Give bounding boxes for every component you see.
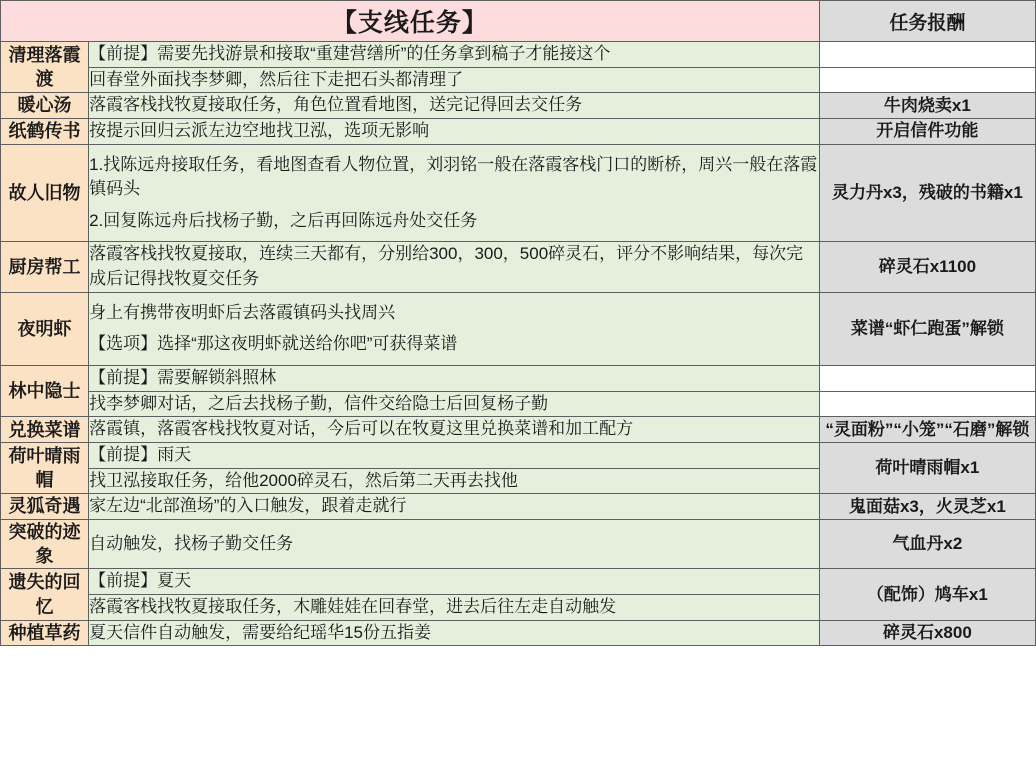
table-row bbox=[1, 391, 1036, 417]
table-row bbox=[1, 93, 1036, 119]
table-row bbox=[1, 144, 1036, 242]
description-line: 落霞客栈找牧夏接取任务，木雕娃娃在回春堂，进去后往左走自动触发 bbox=[89, 597, 617, 617]
description-line: 【前提】夏天 bbox=[89, 571, 192, 591]
description-line: 【前提】雨天 bbox=[89, 444, 192, 464]
table-row bbox=[1, 620, 1036, 646]
quest-reward: （配饰）鸠车x1 bbox=[819, 569, 1035, 620]
quest-description bbox=[89, 519, 820, 569]
quest-description bbox=[89, 42, 820, 68]
description-line: 按提示回归云派左边空地找卫泓，选项无影响 bbox=[89, 120, 430, 140]
description-line: 落霞客栈找牧夏接取任务，角色位置看地图，送完记得回去交任务 bbox=[89, 95, 583, 115]
table-row bbox=[1, 292, 1036, 365]
quest-reward: 菜谱“虾仁跑蛋”解锁 bbox=[819, 292, 1035, 365]
table-row bbox=[1, 417, 1036, 443]
quest-name: 灵狐奇遇 bbox=[1, 494, 89, 520]
description-line: 落霞客栈找牧夏接取，连续三天都有，分别给300，300，500碎灵石，评分不影响结果，每次完成后记得找牧夏交任务 bbox=[89, 244, 804, 289]
quest-description bbox=[89, 391, 820, 417]
table-row bbox=[1, 118, 1036, 144]
quest-reward: 开启信件功能 bbox=[819, 118, 1035, 144]
quest-reward: 荷叶晴雨帽x1 bbox=[819, 442, 1035, 493]
table-row bbox=[1, 442, 1036, 468]
description-line: 身上有携带夜明虾后去落霞镇码头找周兴 bbox=[89, 302, 396, 322]
table-row bbox=[1, 494, 1036, 520]
quest-name: 荷叶晴雨帽 bbox=[1, 442, 89, 493]
quest-name: 兑换菜谱 bbox=[1, 417, 89, 443]
quest-name: 种植草药 bbox=[1, 620, 89, 646]
page-title: 【支线任务】 bbox=[1, 1, 820, 42]
quest-reward bbox=[819, 366, 1035, 392]
table-row bbox=[1, 366, 1036, 392]
description-line: 找李梦卿对话，之后去找杨子勤，信件交给隐士后回复杨子勤 bbox=[89, 393, 549, 413]
description-line: 家左边“北部渔场”的入口触发，跟着走就行 bbox=[89, 496, 407, 516]
quest-description bbox=[89, 118, 820, 144]
quest-reward: 碎灵石x1100 bbox=[819, 242, 1035, 292]
description-line: 【前提】需要先找游景和接取“重建营缮所”的任务拿到稿子才能接这个 bbox=[89, 44, 611, 63]
quest-description bbox=[89, 242, 820, 292]
description-line: 回春堂外面找李梦卿，然后往下走把石头都清理了 bbox=[89, 69, 464, 89]
header-row bbox=[1, 1, 1036, 42]
quest-reward: 气血丹x2 bbox=[819, 519, 1035, 569]
quest-reward: 碎灵石x800 bbox=[819, 620, 1035, 646]
quest-name: 厨房帮工 bbox=[1, 242, 89, 292]
quest-reward: 鬼面菇x3，火灵芝x1 bbox=[819, 494, 1035, 520]
quest-name: 暖心汤 bbox=[1, 93, 89, 119]
quest-reward: 牛肉烧卖x1 bbox=[819, 93, 1035, 119]
table-row bbox=[1, 519, 1036, 569]
reward-column-header: 任务报酬 bbox=[819, 1, 1035, 42]
table-header bbox=[1, 1, 1036, 42]
quest-description bbox=[89, 494, 820, 520]
table-row bbox=[1, 42, 1036, 68]
table-row bbox=[1, 242, 1036, 292]
quest-description bbox=[89, 292, 820, 365]
description-line: 2.回复陈远舟后找杨子勤，之后再回陈远舟处交任务 bbox=[89, 210, 478, 230]
description-line: 夏天信件自动触发，需要给纪瑶华15份五指姜 bbox=[89, 622, 431, 642]
table-row bbox=[1, 67, 1036, 93]
quest-description bbox=[89, 442, 820, 468]
quest-description bbox=[89, 620, 820, 646]
quest-name: 纸鹤传书 bbox=[1, 118, 89, 144]
description-line: 自动触发，找杨子勤交任务 bbox=[89, 533, 294, 553]
quest-reward: 灵力丹x3，残破的书籍x1 bbox=[819, 144, 1035, 242]
quest-description bbox=[89, 93, 820, 119]
description-line: 1.找陈远舟接取任务，看地图查看人物位置，刘羽铭一般在落霞客栈门口的断桥，周兴一般在落霞镇码头 bbox=[89, 154, 818, 199]
quest-description bbox=[89, 366, 820, 392]
quest-description bbox=[89, 144, 820, 242]
quest-name: 夜明虾 bbox=[1, 292, 89, 365]
quest-name: 遗失的回忆 bbox=[1, 569, 89, 620]
description-line: 【前提】需要解锁斜照林 bbox=[89, 368, 277, 388]
quest-description bbox=[89, 569, 820, 595]
quest-reward bbox=[819, 42, 1035, 68]
quest-name: 林中隐士 bbox=[1, 366, 89, 417]
table-body bbox=[1, 42, 1036, 646]
quest-name: 突破的迹象 bbox=[1, 519, 89, 569]
description-line: 落霞镇，落霞客栈找牧夏对话，今后可以在牧夏这里兑换菜谱和加工配方 bbox=[89, 419, 634, 439]
quest-description bbox=[89, 595, 820, 621]
quest-reward bbox=[819, 67, 1035, 93]
quest-reward: “灵面粉”“小笼”“石磨”解锁 bbox=[819, 417, 1035, 443]
quest-description bbox=[89, 67, 820, 93]
quest-description bbox=[89, 417, 820, 443]
quest-name: 清理落霞渡 bbox=[1, 42, 89, 93]
description-line: 找卫泓接取任务，给他2000碎灵石，然后第二天再去找他 bbox=[89, 470, 518, 490]
description-line: 【选项】选择“那这夜明虾就送给你吧”可获得菜谱 bbox=[89, 334, 458, 354]
table-row bbox=[1, 569, 1036, 595]
quest-reward bbox=[819, 391, 1035, 417]
quest-description bbox=[89, 468, 820, 494]
quest-name: 故人旧物 bbox=[1, 144, 89, 242]
